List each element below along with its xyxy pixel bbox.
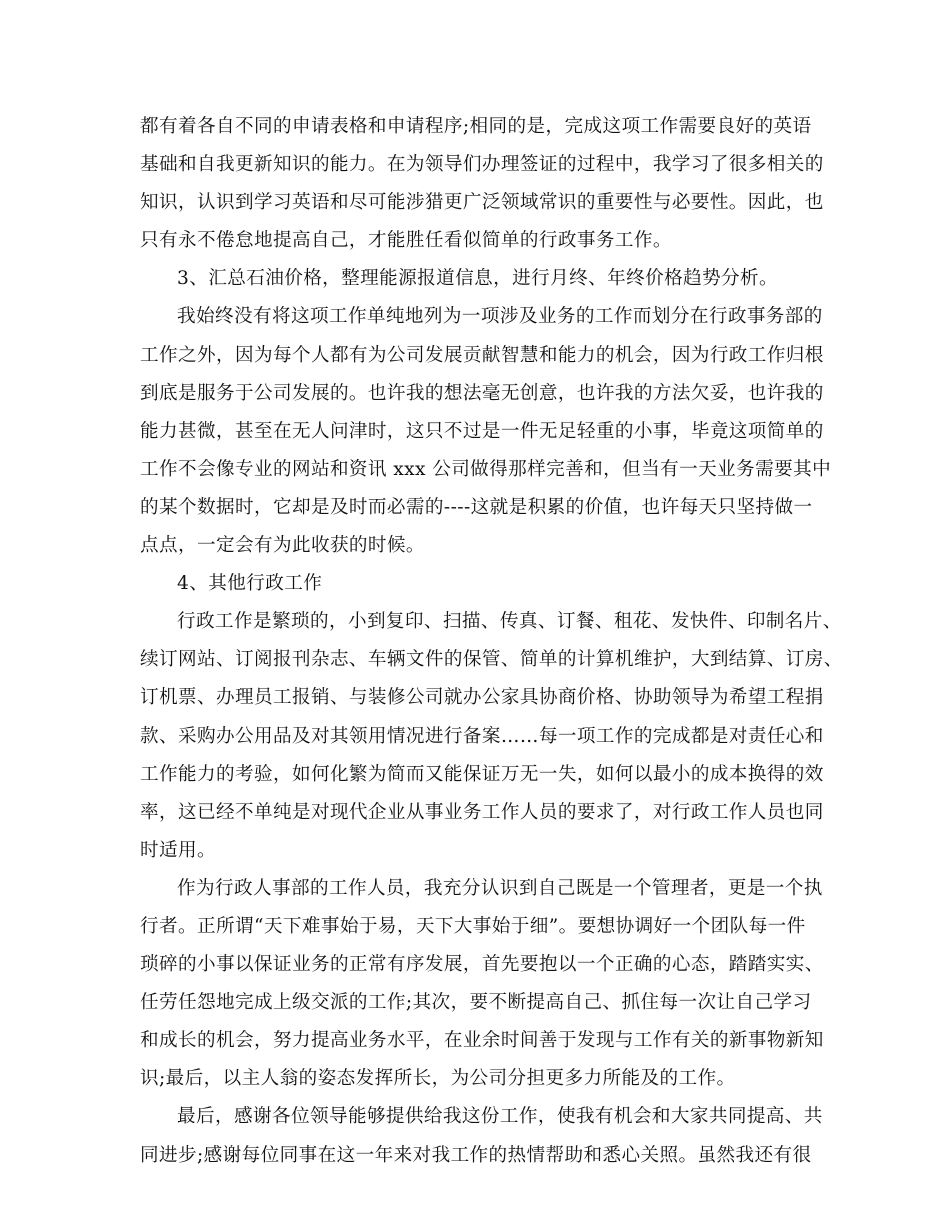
- text-line: 只有永不倦怠地提高自己，才能胜任看似简单的行政事务工作。: [140, 230, 672, 252]
- text-line: 琐碎的小事以保证业务的正常有序发展，首先要抱以一个正确的心态，踏踏实实、: [140, 954, 824, 976]
- text-line: 能力甚微，甚至在无人问津时，这只不过是一件无足轻重的小事，毕竟这项简单的: [140, 420, 824, 442]
- text-line: 我始终没有将这项工作单纯地列为一项涉及业务的工作而划分在行政事务部的: [177, 306, 823, 328]
- text-line: 任劳任怨地完成上级交派的工作;其次，要不断提高自己、抓住每一次让自己学习: [140, 992, 812, 1014]
- section-heading-3: 3、汇总石油价格，整理能源报道信息，进行月终、年终价格趋势分析。: [177, 268, 779, 290]
- text-line: 行者。正所谓“天下难事始于易，天下大事始于细”。要想协调好一个团队每一件: [140, 915, 806, 937]
- document-body: [140, 108, 843, 1175]
- text-line: 时适用。: [140, 839, 216, 861]
- text-line: 的某个数据时，它却是及时而必需的----这就是积累的价值，也许每天只坚持做一: [140, 496, 813, 518]
- text-line: 识;最后，以主人翁的姿态发挥所长，为公司分担更多力所能及的工作。: [140, 1068, 736, 1090]
- text-line: 同进步;感谢每位同事在这一年来对我工作的热情帮助和悉心关照。虽然我还有很: [140, 1144, 812, 1166]
- text-line: 和成长的机会，努力提高业务水平，在业余时间善于发现与工作有关的新事物新知: [140, 1030, 824, 1052]
- text-line: 都有着各自不同的申请表格和申请程序;相同的是，完成这项工作需要良好的英语: [140, 116, 812, 137]
- text-line: 续订网站、订阅报刊杂志、车辆文件的保管、简单的计算机维护，大到结算、订房、: [140, 649, 843, 671]
- text-line: 基础和自我更新知识的能力。在为领导们办理签证的过程中，我学习了很多相关的: [140, 154, 824, 176]
- text-line: 到底是服务于公司发展的。也许我的想法毫无创意，也许我的方法欠妥，也许我的: [140, 382, 824, 404]
- text-line: 款、采购办公用品及对其领用情况进行备案……每一项工作的完成都是对责任心和: [140, 725, 824, 747]
- text-line: 工作能力的考验，如何化繁为简而又能保证万无一失，如何以最小的成本换得的效: [140, 763, 824, 785]
- section-heading-4: 4、其他行政工作: [177, 573, 323, 595]
- text-line: 作为行政人事部的工作人员，我充分认识到自己既是一个管理者，更是一个执: [177, 877, 823, 899]
- text-line: 率，这已经不单纯是对现代企业从事业务工作人员的要求了，对行政工作人员也同: [140, 801, 824, 823]
- text-line: 行政工作是繁琐的，小到复印、扫描、传真、订餐、租花、发快件、印制名片、: [177, 611, 842, 633]
- text-line: 工作不会像专业的网站和资讯 xxx 公司做得那样完善和，但当有一天业务需要其中: [140, 458, 832, 480]
- text-line: 知识，认识到学习英语和尽可能涉猎更广泛领域常识的重要性与必要性。因此，也: [140, 192, 824, 214]
- text-line: 点点，一定会有为此收获的时候。: [140, 535, 425, 557]
- text-line: 最后，感谢各位领导能够提供给我这份工作，使我有机会和大家共同提高、共: [177, 1106, 823, 1128]
- text-line: 工作之外，因为每个人都有为公司发展贡献智慧和能力的机会，因为行政工作归根: [140, 344, 824, 366]
- text-line: 订机票、办理员工报销、与装修公司就办公家具协商价格、协助领导为希望工程捐: [140, 687, 824, 709]
